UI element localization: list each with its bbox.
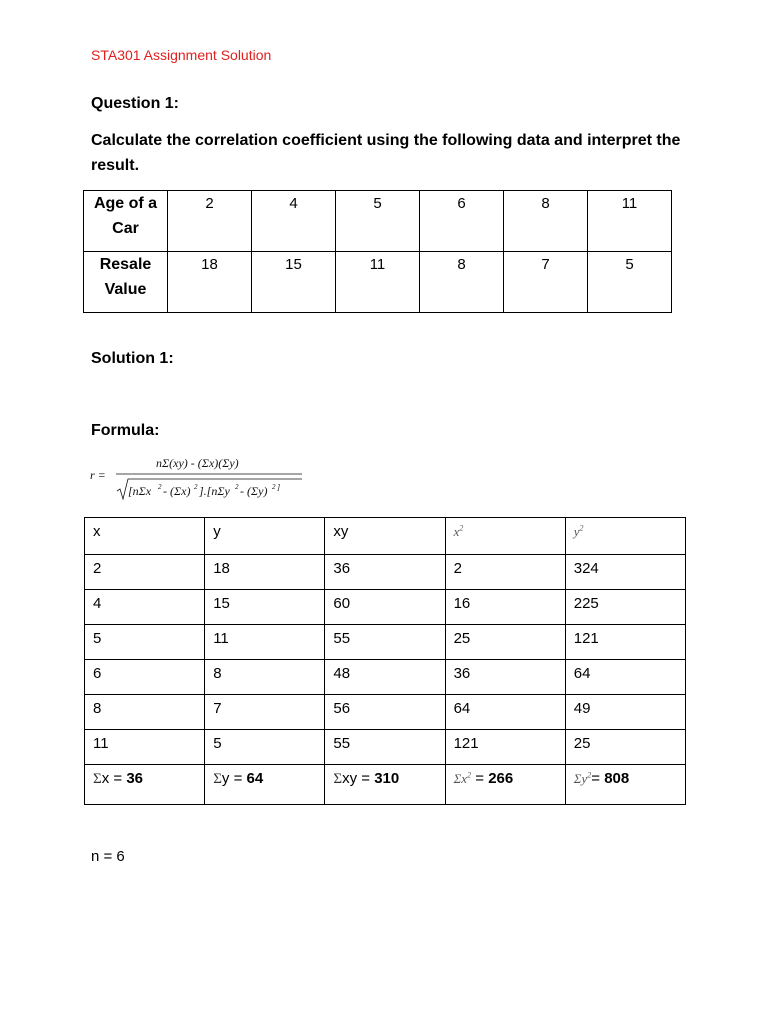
- table-cell: 8: [85, 695, 205, 730]
- total-var: x: [461, 771, 468, 786]
- page-title: STA301 Assignment Solution: [91, 47, 272, 63]
- table-cell: 225: [565, 590, 685, 625]
- total-eq: =: [471, 770, 489, 787]
- table-cell: 11: [588, 191, 672, 252]
- table-cell: 121: [445, 730, 565, 765]
- total-var: x: [101, 770, 110, 787]
- header-x-squared-var: x: [453, 524, 460, 539]
- header-y-squared-var: y: [573, 524, 580, 539]
- n-value: n = 6: [91, 848, 125, 865]
- table-cell: 16: [445, 590, 565, 625]
- svg-text:- (Σx): - (Σx): [163, 484, 191, 498]
- svg-text:2: 2: [235, 483, 239, 491]
- row-header-line: Car: [112, 220, 139, 237]
- total-value: 310: [374, 770, 400, 787]
- table-cell: 36: [325, 555, 445, 590]
- table-cell: 11: [205, 625, 325, 660]
- table-cell: 55: [325, 730, 445, 765]
- total-eq: =: [357, 770, 375, 787]
- svg-text:r =: r =: [90, 468, 106, 482]
- svg-text:2: 2: [272, 483, 276, 491]
- table-cell: 4: [252, 191, 336, 252]
- table-row: [85, 625, 686, 660]
- table-cell: 7: [205, 695, 325, 730]
- total-eq: =: [591, 770, 605, 787]
- row-header-line: Value: [104, 281, 147, 298]
- table-cell: 36: [445, 660, 565, 695]
- totals-row: [85, 765, 686, 805]
- row-header-line: Age of a: [93, 195, 158, 212]
- calculation-table: [84, 517, 686, 805]
- table-row: [84, 252, 672, 313]
- table-cell: 18: [205, 555, 325, 590]
- table-row: [85, 555, 686, 590]
- svg-text:].[nΣy: ].[nΣy: [199, 484, 230, 498]
- total-cell-y-squared: $\Sigma y^2= 808$: [565, 765, 685, 805]
- total-var: xy: [342, 770, 358, 787]
- table-cell: 8: [420, 252, 504, 313]
- table-cell: 4: [85, 590, 205, 625]
- table-row: [85, 695, 686, 730]
- table-cell: 2: [445, 555, 565, 590]
- total-cell-xy: [325, 765, 445, 805]
- table-cell: 5: [588, 252, 672, 313]
- header-x-squared: $x^2$: [445, 518, 565, 555]
- svg-text:]: ]: [277, 483, 281, 492]
- total-value: 36: [126, 770, 144, 787]
- solution-heading: Solution 1:: [91, 350, 174, 367]
- table-cell: 121: [565, 625, 685, 660]
- table-cell: 2: [168, 191, 252, 252]
- sigma-symbol: Σ: [213, 771, 222, 787]
- sigma-symbol: Σ: [573, 771, 582, 786]
- table-cell: 5: [336, 191, 420, 252]
- table-row: [84, 191, 672, 252]
- sigma-symbol: Σ: [93, 771, 102, 787]
- table-row: [85, 590, 686, 625]
- total-cell-y: [205, 765, 325, 805]
- total-var: y: [581, 771, 588, 786]
- row-header: [84, 191, 168, 252]
- total-value: 808: [604, 770, 630, 787]
- total-cell-x: [85, 765, 205, 805]
- formula-heading: Formula:: [91, 422, 160, 439]
- total-eq: =: [229, 770, 247, 787]
- total-value: 64: [246, 770, 264, 787]
- table-cell: 48: [325, 660, 445, 695]
- sigma-symbol: Σ: [453, 771, 462, 786]
- table-cell: 18: [168, 252, 252, 313]
- header-xy: xy: [325, 518, 445, 555]
- table-cell: 64: [565, 660, 685, 695]
- table-cell: 11: [336, 252, 420, 313]
- table-cell: 60: [325, 590, 445, 625]
- table-cell: 15: [205, 590, 325, 625]
- header-x: x: [85, 518, 205, 555]
- table-cell: 6: [85, 660, 205, 695]
- svg-text:2: 2: [158, 483, 162, 491]
- table-cell: 5: [85, 625, 205, 660]
- header-y-squared: $y^2$: [565, 518, 685, 555]
- table-cell: 6: [420, 191, 504, 252]
- sigma-symbol: Σ: [333, 771, 343, 787]
- table-cell: 8: [205, 660, 325, 695]
- table-cell: 5: [205, 730, 325, 765]
- table-cell: 8: [504, 191, 588, 252]
- header-y: y: [205, 518, 325, 555]
- question-heading: Question 1:: [91, 95, 180, 112]
- table-cell: 56: [325, 695, 445, 730]
- table-cell: 25: [565, 730, 685, 765]
- data-table: [83, 190, 672, 313]
- svg-text:[nΣx: [nΣx: [128, 484, 152, 498]
- table-cell: 7: [504, 252, 588, 313]
- table-cell: 25: [445, 625, 565, 660]
- table-cell: 49: [565, 695, 685, 730]
- table-cell: 55: [325, 625, 445, 660]
- total-value: 266: [488, 770, 514, 787]
- table-row: [85, 660, 686, 695]
- table-header-row: [85, 518, 686, 555]
- total-var: y: [221, 770, 230, 787]
- svg-text:- (Σy): - (Σy): [240, 484, 268, 498]
- svg-text:nΣ(xy) - (Σx)(Σy): nΣ(xy) - (Σx)(Σy): [156, 456, 239, 470]
- row-header: [84, 252, 168, 313]
- table-cell: 15: [252, 252, 336, 313]
- total-cell-x-squared: $\Sigma x^2 = 266$: [445, 765, 565, 805]
- row-header-line: Resale: [99, 256, 152, 273]
- table-cell: 11: [85, 730, 205, 765]
- table-cell: 64: [445, 695, 565, 730]
- correlation-formula-image: [90, 452, 320, 508]
- total-eq: =: [109, 770, 127, 787]
- table-cell: 324: [565, 555, 685, 590]
- table-row: [85, 730, 686, 765]
- table-cell: 2: [85, 555, 205, 590]
- svg-text:2: 2: [194, 483, 198, 491]
- question-text: Calculate the correlation coefficient using the following data and interpret the result.: [91, 132, 681, 174]
